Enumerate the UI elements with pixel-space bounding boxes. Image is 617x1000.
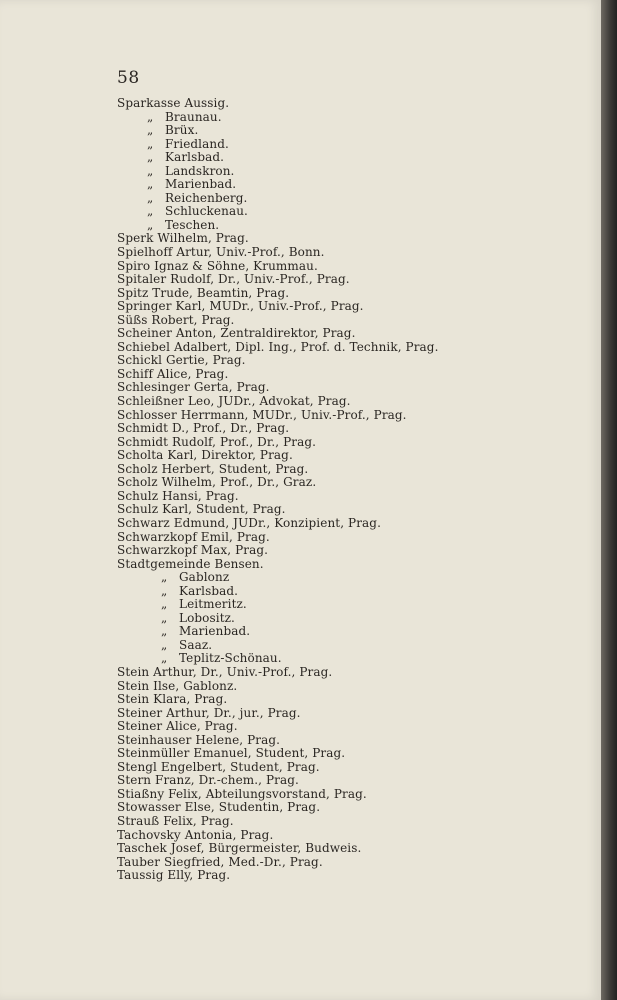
- list-item: [117, 368, 587, 382]
- entry-text: Schmidt Rudolf, Prof., Dr., Prag.: [117, 434, 317, 449]
- entry-text: Schleißner Leo, JUDr., Advokat, Prag.: [117, 394, 351, 409]
- list-item: [117, 219, 587, 233]
- list-item: [117, 639, 587, 653]
- list-item: [117, 314, 587, 328]
- ditto-mark: „: [161, 610, 168, 625]
- entry-text: Marienbad.: [165, 177, 237, 192]
- entry-text: Stowasser Else, Studentin, Prag.: [117, 800, 321, 815]
- entry-text: Strauß Felix, Prag.: [117, 813, 234, 828]
- ditto-mark: „: [161, 597, 168, 612]
- list-item: [117, 395, 587, 409]
- list-item: [117, 720, 587, 734]
- ditto-mark: „: [147, 109, 154, 124]
- list-item: [117, 287, 587, 301]
- book-spine-edge: [601, 0, 617, 1000]
- ditto-mark: „: [147, 136, 154, 151]
- list-item: [117, 449, 587, 463]
- list-item: [117, 300, 587, 314]
- entry-text: Steinmüller Emanuel, Student, Prag.: [117, 746, 346, 761]
- entry-text: Braunau.: [165, 109, 222, 124]
- entry-text: Süßs Robert, Prag.: [117, 312, 235, 327]
- list-item: [117, 585, 587, 599]
- list-item: [117, 409, 587, 423]
- entry-text: Schwarz Edmund, JUDr., Konzipient, Prag.: [117, 515, 381, 530]
- list-item: [117, 246, 587, 260]
- list-item: [117, 707, 587, 721]
- entry-text: Brüx.: [165, 123, 199, 138]
- entry-text: Spitaler Rudolf, Dr., Univ.-Prof., Prag.: [117, 272, 350, 287]
- entry-text: Spiro Ignaz & Söhne, Krummau.: [117, 258, 318, 273]
- list-item: [117, 354, 587, 368]
- list-item: [117, 652, 587, 666]
- ditto-mark: „: [147, 190, 154, 205]
- ditto-mark: „: [161, 624, 168, 639]
- entry-text: Spielhoff Artur, Univ.-Prof., Bonn.: [117, 245, 325, 260]
- entry-text: Stein Ilse, Gablonz.: [117, 678, 238, 693]
- entry-text: Scheiner Anton, Zentraldirektor, Prag.: [117, 326, 356, 341]
- list-item: [117, 232, 587, 246]
- list-item: [117, 666, 587, 680]
- ditto-mark: „: [161, 637, 168, 652]
- ditto-mark: „: [147, 204, 154, 219]
- entry-text: Reichenberg.: [165, 190, 248, 205]
- list-item: [117, 327, 587, 341]
- list-item: [117, 598, 587, 612]
- entry-text: Stiaßny Felix, Abteilungsvorstand, Prag.: [117, 786, 367, 801]
- entry-text: Gablonz: [179, 570, 230, 585]
- entry-text: Taschek Josef, Bürgermeister, Budweis.: [117, 841, 362, 856]
- list-item: [117, 747, 587, 761]
- entry-text: Lobositz.: [179, 610, 235, 625]
- entry-text: Schickl Gertie, Prag.: [117, 353, 246, 368]
- entry-text: Steiner Alice, Prag.: [117, 719, 238, 734]
- list-item: [117, 531, 587, 545]
- entry-text: Stein Arthur, Dr., Univ.-Prof., Prag.: [117, 664, 333, 679]
- list-item: [117, 341, 587, 355]
- list-item: [117, 381, 587, 395]
- ditto-mark: „: [147, 177, 154, 192]
- ditto-mark: „: [147, 217, 154, 232]
- entry-text: Schulz Karl, Student, Prag.: [117, 502, 286, 517]
- entry-text: Stein Klara, Prag.: [117, 692, 228, 707]
- list-item: [117, 111, 587, 125]
- entry-text: Stadtgemeinde Bensen.: [117, 556, 264, 571]
- member-list: [117, 97, 587, 883]
- list-item: [117, 192, 587, 206]
- list-item: [117, 829, 587, 843]
- list-item: [117, 788, 587, 802]
- entry-text: Steinhauser Helene, Prag.: [117, 732, 281, 747]
- list-item: [117, 463, 587, 477]
- list-item: [117, 625, 587, 639]
- entry-text: Scholz Wilhelm, Prof., Dr., Graz.: [117, 475, 317, 490]
- list-item: [117, 761, 587, 775]
- ditto-mark: „: [161, 583, 168, 598]
- entry-text: Taussig Elly, Prag.: [117, 868, 231, 883]
- ditto-mark: „: [147, 123, 154, 138]
- entry-text: Springer Karl, MUDr., Univ.-Prof., Prag.: [117, 299, 364, 314]
- list-item: [117, 801, 587, 815]
- entry-text: Schluckenau.: [165, 204, 248, 219]
- list-item: [117, 138, 587, 152]
- entry-text: Schwarzkopf Emil, Prag.: [117, 529, 270, 544]
- entry-text: Scholta Karl, Direktor, Prag.: [117, 448, 293, 463]
- entry-text: Karlsbad.: [165, 150, 225, 165]
- list-item: [117, 97, 587, 111]
- entry-text: Spitz Trude, Beamtin, Prag.: [117, 285, 290, 300]
- list-item: [117, 178, 587, 192]
- entry-text: Stern Franz, Dr.-chem., Prag.: [117, 773, 299, 788]
- entry-text: Saaz.: [179, 637, 213, 652]
- list-item: [117, 165, 587, 179]
- entry-text: Marienbad.: [179, 624, 251, 639]
- entry-text: Schmidt D., Prof., Dr., Prag.: [117, 421, 290, 436]
- list-item: [117, 260, 587, 274]
- list-item: [117, 693, 587, 707]
- entry-text: Leitmeritz.: [179, 597, 247, 612]
- list-item: [117, 544, 587, 558]
- list-item: [117, 422, 587, 436]
- entry-text: Friedland.: [165, 136, 229, 151]
- entry-text: Schwarzkopf Max, Prag.: [117, 543, 269, 558]
- entry-text: Schlosser Herrmann, MUDr., Univ.-Prof., Prag.: [117, 407, 407, 422]
- list-item: [117, 517, 587, 531]
- entry-text: Teschen.: [165, 217, 220, 232]
- list-item: [117, 869, 587, 883]
- page-number: 58: [117, 68, 140, 88]
- entry-text: Sparkasse Aussig.: [117, 96, 230, 110]
- list-item: [117, 273, 587, 287]
- list-item: [117, 476, 587, 490]
- entry-text: Steiner Arthur, Dr., jur., Prag.: [117, 705, 301, 720]
- list-item: [117, 151, 587, 165]
- ditto-mark: „: [147, 150, 154, 165]
- list-item: [117, 571, 587, 585]
- entry-text: Tachovsky Antonia, Prag.: [117, 827, 274, 842]
- entry-text: Landskron.: [165, 163, 235, 178]
- list-item: [117, 774, 587, 788]
- list-item: [117, 436, 587, 450]
- ditto-mark: „: [147, 163, 154, 178]
- entry-text: Schiff Alice, Prag.: [117, 366, 229, 381]
- list-item: [117, 734, 587, 748]
- list-item: [117, 205, 587, 219]
- entry-text: Karlsbad.: [179, 583, 239, 598]
- list-item: [117, 558, 587, 572]
- entry-text: Stengl Engelbert, Student, Prag.: [117, 759, 320, 774]
- ditto-mark: „: [161, 570, 168, 585]
- list-item: [117, 503, 587, 517]
- list-item: [117, 612, 587, 626]
- entry-text: Schlesinger Gerta, Prag.: [117, 380, 270, 395]
- list-item: [117, 680, 587, 694]
- list-item: [117, 490, 587, 504]
- entry-text: Teplitz-Schönau.: [179, 651, 282, 666]
- list-item: [117, 124, 587, 138]
- ditto-mark: „: [161, 651, 168, 666]
- entry-text: Schiebel Adalbert, Dipl. Ing., Prof. d. Technik, Prag.: [117, 339, 439, 354]
- list-item: [117, 815, 587, 829]
- entry-text: Tauber Siegfried, Med.-Dr., Prag.: [117, 854, 323, 869]
- entry-text: Schulz Hansi, Prag.: [117, 488, 239, 503]
- list-item: [117, 856, 587, 870]
- entry-text: Sperk Wilhelm, Prag.: [117, 231, 249, 246]
- entry-text: Scholz Herbert, Student, Prag.: [117, 461, 309, 476]
- list-item: [117, 842, 587, 856]
